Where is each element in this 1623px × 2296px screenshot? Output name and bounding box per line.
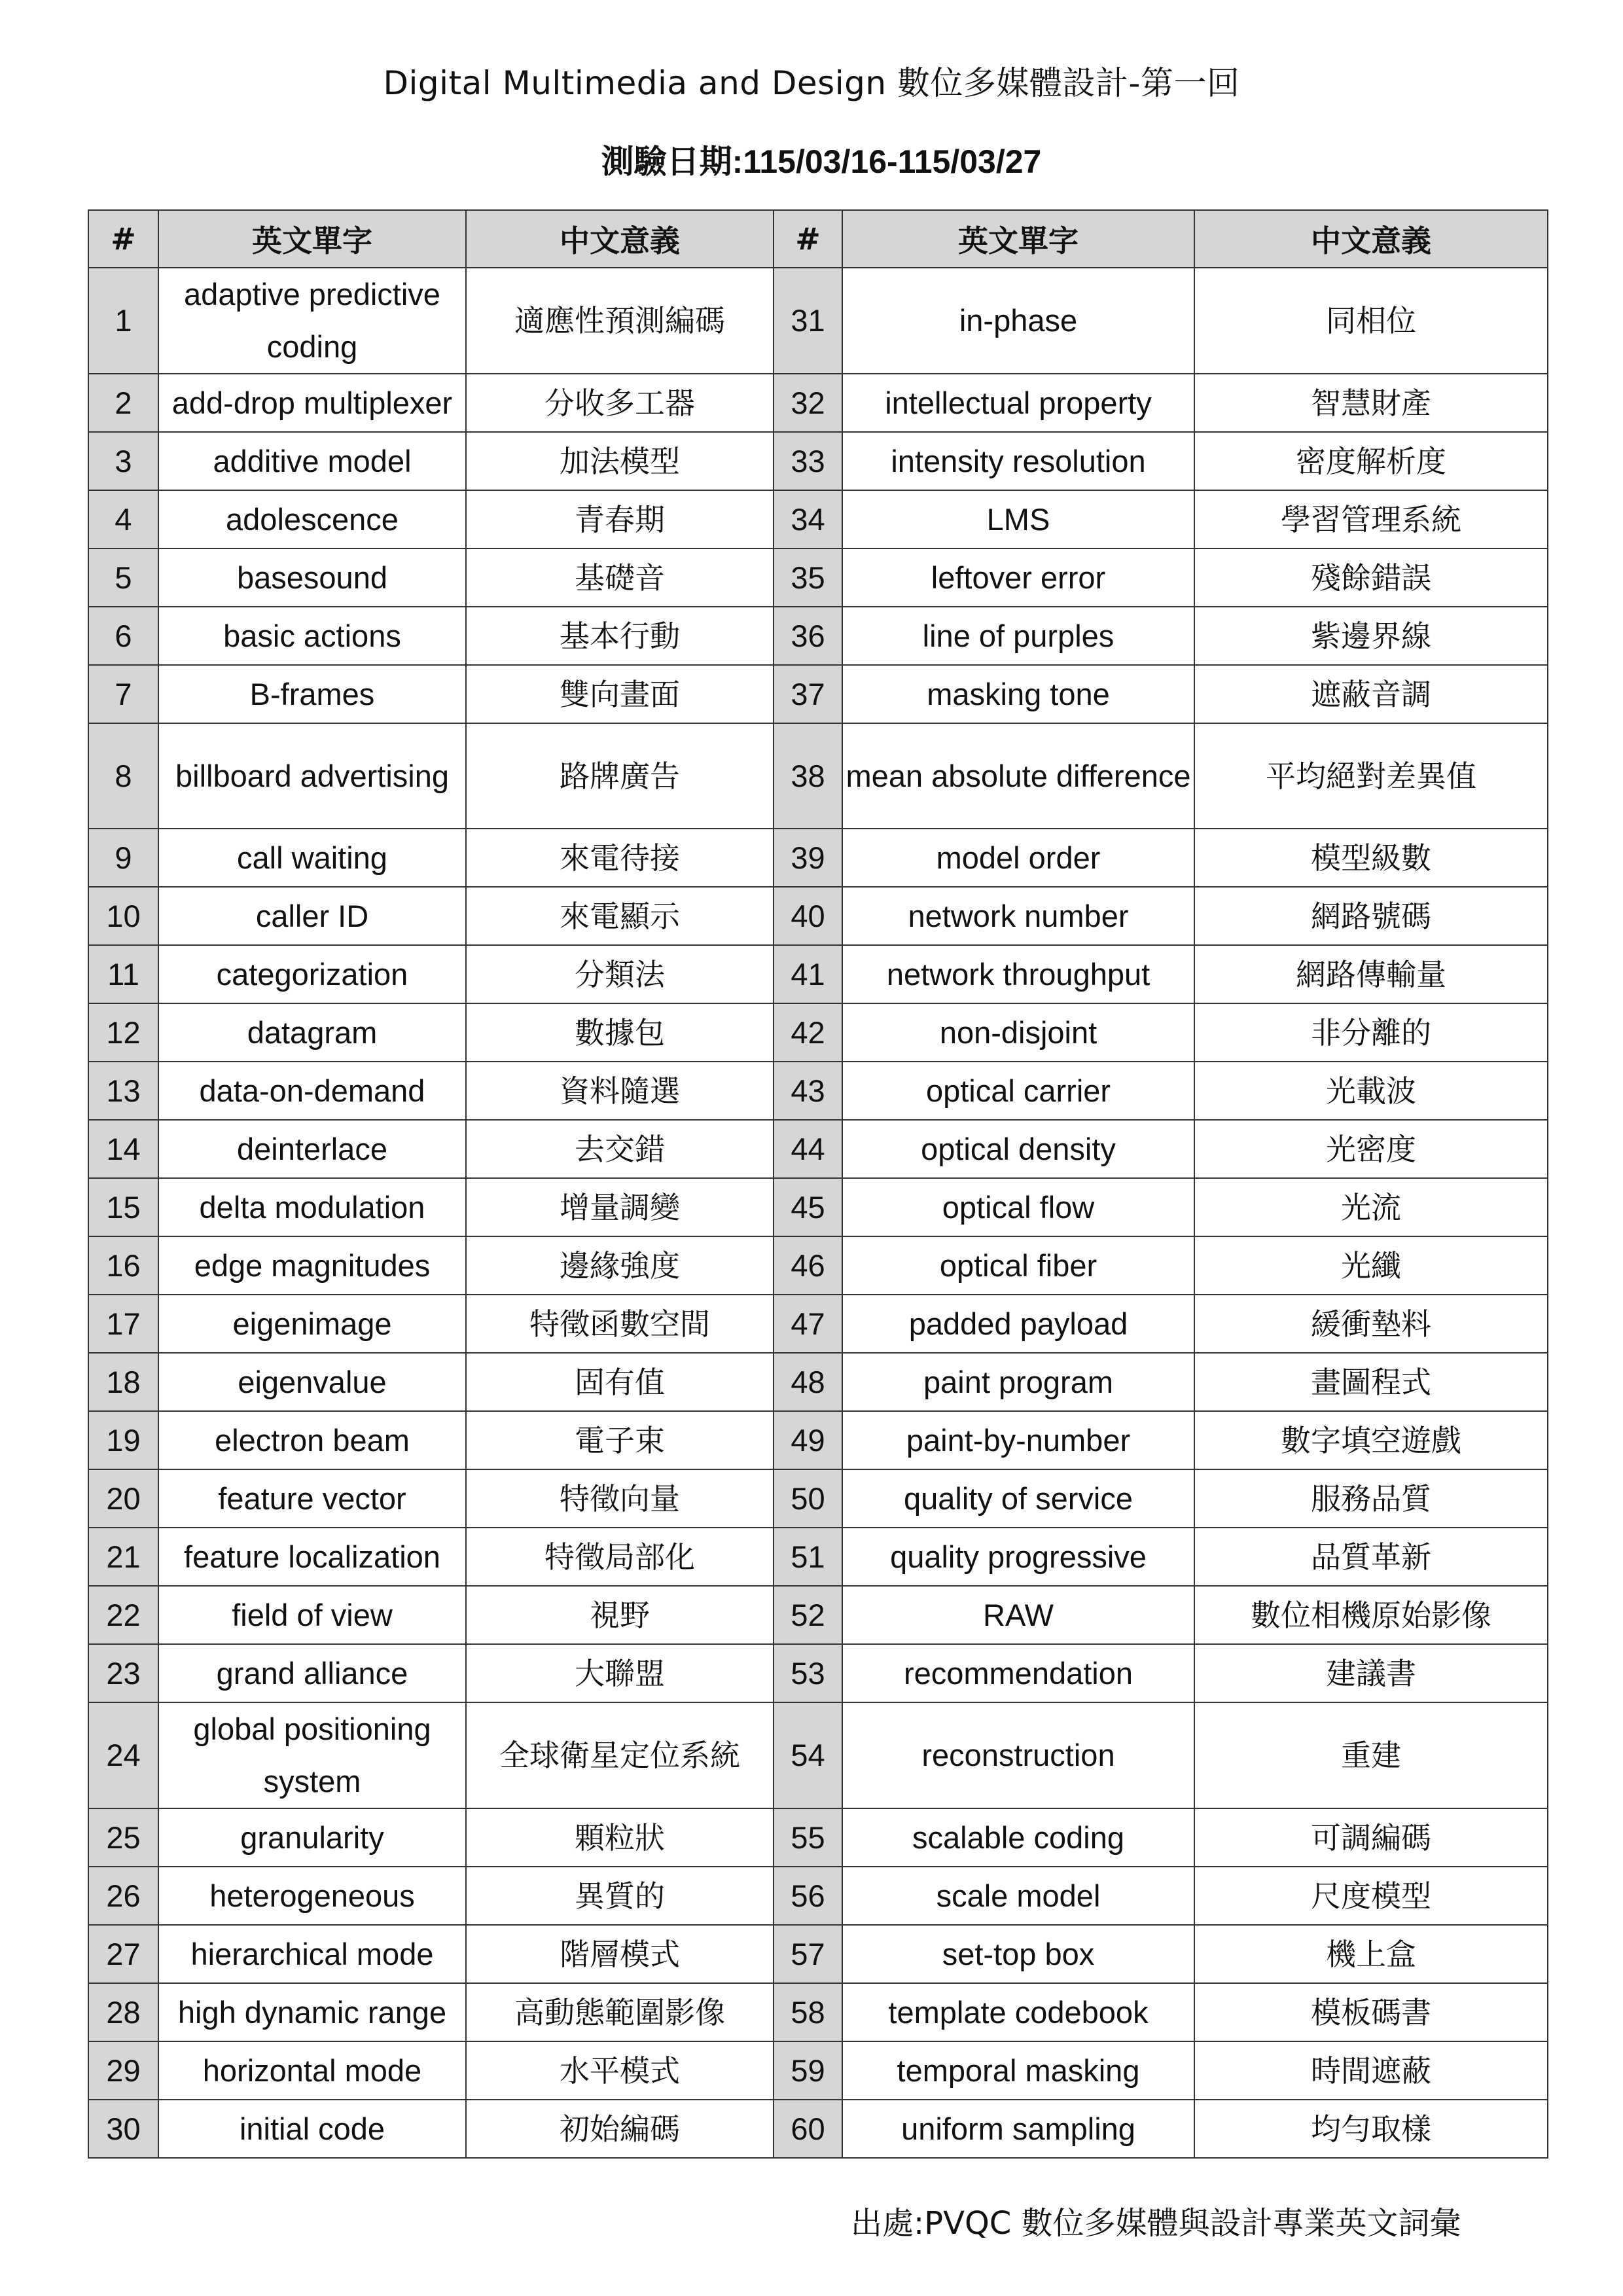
- entry-number: 45: [774, 1178, 842, 1236]
- entry-number: 10: [88, 887, 158, 945]
- english-word: scalable coding: [842, 1808, 1194, 1867]
- english-word: additive model: [158, 432, 466, 490]
- chinese-meaning: 高動態範圍影像: [466, 1983, 774, 2041]
- entry-number: 16: [88, 1236, 158, 1295]
- english-word: delta modulation: [158, 1178, 466, 1236]
- entry-number: 14: [88, 1120, 158, 1178]
- table-row: [88, 945, 1548, 1003]
- entry-number: 27: [88, 1925, 158, 1983]
- english-word: mean absolute difference: [842, 723, 1194, 829]
- english-word: LMS: [842, 490, 1194, 548]
- chinese-meaning: 資料隨選: [466, 1062, 774, 1120]
- entry-number: 50: [774, 1469, 842, 1528]
- chinese-meaning: 光載波: [1194, 1062, 1548, 1120]
- chinese-meaning: 智慧財產: [1194, 374, 1548, 432]
- english-word: adolescence: [158, 490, 466, 548]
- table-row: [88, 374, 1548, 432]
- english-word: data-on-demand: [158, 1062, 466, 1120]
- entry-number: 15: [88, 1178, 158, 1236]
- english-word: reconstruction: [842, 1702, 1194, 1808]
- english-word: hierarchical mode: [158, 1925, 466, 1983]
- entry-number: 29: [88, 2041, 158, 2100]
- entry-number: 52: [774, 1586, 842, 1644]
- english-word: heterogeneous: [158, 1867, 466, 1925]
- table-row: [88, 1925, 1548, 1983]
- chinese-meaning: 畫圖程式: [1194, 1353, 1548, 1411]
- chinese-meaning: 來電顯示: [466, 887, 774, 945]
- english-word: feature localization: [158, 1528, 466, 1586]
- chinese-meaning: 視野: [466, 1586, 774, 1644]
- table-row: [88, 1411, 1548, 1469]
- entry-number: 49: [774, 1411, 842, 1469]
- english-word: grand alliance: [158, 1644, 466, 1702]
- entry-number: 42: [774, 1003, 842, 1062]
- entry-number: 22: [88, 1586, 158, 1644]
- chinese-meaning: 數字填空遊戲: [1194, 1411, 1548, 1469]
- chinese-meaning: 非分離的: [1194, 1003, 1548, 1062]
- english-word: add-drop multiplexer: [158, 374, 466, 432]
- entry-number: 25: [88, 1808, 158, 1867]
- table-row: [88, 887, 1548, 945]
- english-word: B-frames: [158, 665, 466, 723]
- chinese-meaning: 特徵函數空間: [466, 1295, 774, 1353]
- entry-number: 23: [88, 1644, 158, 1702]
- table-row: [88, 1236, 1548, 1295]
- table-row: [88, 2041, 1548, 2100]
- entry-number: 32: [774, 374, 842, 432]
- entry-number: 44: [774, 1120, 842, 1178]
- entry-number: 21: [88, 1528, 158, 1586]
- english-word: quality progressive: [842, 1528, 1194, 1586]
- chinese-meaning: 光流: [1194, 1178, 1548, 1236]
- english-word: network number: [842, 887, 1194, 945]
- table-row: [88, 723, 1548, 829]
- english-word: optical fiber: [842, 1236, 1194, 1295]
- english-word: masking tone: [842, 665, 1194, 723]
- entry-number: 1: [88, 268, 158, 374]
- english-word: model order: [842, 829, 1194, 887]
- chinese-meaning: 緩衝墊料: [1194, 1295, 1548, 1353]
- table-row: [88, 1528, 1548, 1586]
- english-word: adaptive predictive coding: [158, 268, 466, 374]
- entry-number: 5: [88, 548, 158, 607]
- english-word: leftover error: [842, 548, 1194, 607]
- chinese-meaning: 遮蔽音調: [1194, 665, 1548, 723]
- english-word: optical flow: [842, 1178, 1194, 1236]
- chinese-meaning: 網路號碼: [1194, 887, 1548, 945]
- english-word: RAW: [842, 1586, 1194, 1644]
- table-row: [88, 1003, 1548, 1062]
- table-header-row: [88, 210, 1548, 268]
- entry-number: 20: [88, 1469, 158, 1528]
- entry-number: 35: [774, 548, 842, 607]
- entry-number: 8: [88, 723, 158, 829]
- entry-number: 6: [88, 607, 158, 665]
- chinese-meaning: 光密度: [1194, 1120, 1548, 1178]
- english-word: paint program: [842, 1353, 1194, 1411]
- chinese-meaning: 初始編碼: [466, 2100, 774, 2158]
- table-row: [88, 1469, 1548, 1528]
- chinese-meaning: 品質革新: [1194, 1528, 1548, 1586]
- english-word: electron beam: [158, 1411, 466, 1469]
- chinese-meaning: 同相位: [1194, 268, 1548, 374]
- entry-number: 41: [774, 945, 842, 1003]
- chinese-meaning: 學習管理系統: [1194, 490, 1548, 548]
- chinese-meaning: 密度解析度: [1194, 432, 1548, 490]
- table-row: [88, 829, 1548, 887]
- header-chinese-meaning: 中文意義: [1194, 210, 1548, 268]
- entry-number: 56: [774, 1867, 842, 1925]
- table-row: [88, 607, 1548, 665]
- vocabulary-table: [88, 209, 1548, 2159]
- chinese-meaning: 大聯盟: [466, 1644, 774, 1702]
- english-word: uniform sampling: [842, 2100, 1194, 2158]
- header-number: #: [774, 210, 842, 268]
- chinese-meaning: 模板碼書: [1194, 1983, 1548, 2041]
- chinese-meaning: 可調編碼: [1194, 1808, 1548, 1867]
- entry-number: 3: [88, 432, 158, 490]
- chinese-meaning: 增量調變: [466, 1178, 774, 1236]
- english-word: granularity: [158, 1808, 466, 1867]
- table-row: [88, 1120, 1548, 1178]
- chinese-meaning: 青春期: [466, 490, 774, 548]
- entry-number: 59: [774, 2041, 842, 2100]
- entry-number: 17: [88, 1295, 158, 1353]
- chinese-meaning: 重建: [1194, 1702, 1548, 1808]
- english-word: optical carrier: [842, 1062, 1194, 1120]
- english-word: global positioning system: [158, 1702, 466, 1808]
- entry-number: 48: [774, 1353, 842, 1411]
- english-word: quality of service: [842, 1469, 1194, 1528]
- table-row: [88, 665, 1548, 723]
- chinese-meaning: 異質的: [466, 1867, 774, 1925]
- table-row: [88, 548, 1548, 607]
- entry-number: 33: [774, 432, 842, 490]
- chinese-meaning: 平均絕對差異值: [1194, 723, 1548, 829]
- chinese-meaning: 紫邊界線: [1194, 607, 1548, 665]
- entry-number: 54: [774, 1702, 842, 1808]
- table-row: [88, 1867, 1548, 1925]
- english-word: network throughput: [842, 945, 1194, 1003]
- english-word: intensity resolution: [842, 432, 1194, 490]
- english-word: basesound: [158, 548, 466, 607]
- entry-number: 12: [88, 1003, 158, 1062]
- english-word: recommendation: [842, 1644, 1194, 1702]
- chinese-meaning: 適應性預測編碼: [466, 268, 774, 374]
- english-word: feature vector: [158, 1469, 466, 1528]
- english-word: set-top box: [842, 1925, 1194, 1983]
- chinese-meaning: 均勻取樣: [1194, 2100, 1548, 2158]
- table-row: [88, 1295, 1548, 1353]
- english-word: initial code: [158, 2100, 466, 2158]
- entry-number: 40: [774, 887, 842, 945]
- table-row: [88, 1702, 1548, 1808]
- chinese-meaning: 模型級數: [1194, 829, 1548, 887]
- english-word: field of view: [158, 1586, 466, 1644]
- entry-number: 13: [88, 1062, 158, 1120]
- chinese-meaning: 階層模式: [466, 1925, 774, 1983]
- table-row: [88, 2100, 1548, 2158]
- chinese-meaning: 顆粒狀: [466, 1808, 774, 1867]
- english-word: eigenimage: [158, 1295, 466, 1353]
- english-word: optical density: [842, 1120, 1194, 1178]
- table-row: [88, 1062, 1548, 1120]
- entry-number: 34: [774, 490, 842, 548]
- entry-number: 7: [88, 665, 158, 723]
- header-chinese-meaning: 中文意義: [466, 210, 774, 268]
- source-note: 出處:PVQC 數位多媒體與設計專業英文詞彙: [851, 2205, 1461, 2242]
- entry-number: 57: [774, 1925, 842, 1983]
- chinese-meaning: 數據包: [466, 1003, 774, 1062]
- entry-number: 36: [774, 607, 842, 665]
- test-date: 測驗日期:115/03/16-115/03/27: [601, 143, 1042, 180]
- chinese-meaning: 加法模型: [466, 432, 774, 490]
- entry-number: 55: [774, 1808, 842, 1867]
- english-word: billboard advertising: [158, 723, 466, 829]
- entry-number: 37: [774, 665, 842, 723]
- table-row: [88, 1353, 1548, 1411]
- entry-number: 31: [774, 268, 842, 374]
- chinese-meaning: 分類法: [466, 945, 774, 1003]
- entry-number: 4: [88, 490, 158, 548]
- entry-number: 60: [774, 2100, 842, 2158]
- header-english-word: 英文單字: [158, 210, 466, 268]
- english-word: non-disjoint: [842, 1003, 1194, 1062]
- english-word: eigenvalue: [158, 1353, 466, 1411]
- chinese-meaning: 光纖: [1194, 1236, 1548, 1295]
- english-word: categorization: [158, 945, 466, 1003]
- english-word: edge magnitudes: [158, 1236, 466, 1295]
- entry-number: 30: [88, 2100, 158, 2158]
- chinese-meaning: 時間遮蔽: [1194, 2041, 1548, 2100]
- entry-number: 53: [774, 1644, 842, 1702]
- chinese-meaning: 基本行動: [466, 607, 774, 665]
- entry-number: 28: [88, 1983, 158, 2041]
- entry-number: 51: [774, 1528, 842, 1586]
- english-word: datagram: [158, 1003, 466, 1062]
- english-word: caller ID: [158, 887, 466, 945]
- english-word: high dynamic range: [158, 1983, 466, 2041]
- chinese-meaning: 尺度模型: [1194, 1867, 1548, 1925]
- table-row: [88, 1178, 1548, 1236]
- english-word: basic actions: [158, 607, 466, 665]
- table-row: [88, 490, 1548, 548]
- chinese-meaning: 分收多工器: [466, 374, 774, 432]
- chinese-meaning: 建議書: [1194, 1644, 1548, 1702]
- english-word: temporal masking: [842, 2041, 1194, 2100]
- chinese-meaning: 邊緣強度: [466, 1236, 774, 1295]
- table-row: [88, 432, 1548, 490]
- english-word: line of purples: [842, 607, 1194, 665]
- chinese-meaning: 全球衛星定位系統: [466, 1702, 774, 1808]
- entry-number: 24: [88, 1702, 158, 1808]
- table-row: [88, 1983, 1548, 2041]
- entry-number: 9: [88, 829, 158, 887]
- entry-number: 19: [88, 1411, 158, 1469]
- english-word: padded payload: [842, 1295, 1194, 1353]
- entry-number: 58: [774, 1983, 842, 2041]
- entry-number: 26: [88, 1867, 158, 1925]
- chinese-meaning: 數位相機原始影像: [1194, 1586, 1548, 1644]
- entry-number: 11: [88, 945, 158, 1003]
- table-row: [88, 268, 1548, 374]
- entry-number: 47: [774, 1295, 842, 1353]
- entry-number: 46: [774, 1236, 842, 1295]
- chinese-meaning: 雙向畫面: [466, 665, 774, 723]
- chinese-meaning: 固有值: [466, 1353, 774, 1411]
- chinese-meaning: 去交錯: [466, 1120, 774, 1178]
- vocabulary-table-body: [88, 268, 1548, 2158]
- table-row: [88, 1644, 1548, 1702]
- english-word: horizontal mode: [158, 2041, 466, 2100]
- chinese-meaning: 服務品質: [1194, 1469, 1548, 1528]
- english-word: paint-by-number: [842, 1411, 1194, 1469]
- chinese-meaning: 網路傳輸量: [1194, 945, 1548, 1003]
- chinese-meaning: 水平模式: [466, 2041, 774, 2100]
- entry-number: 43: [774, 1062, 842, 1120]
- english-word: template codebook: [842, 1983, 1194, 2041]
- entry-number: 18: [88, 1353, 158, 1411]
- table-row: [88, 1586, 1548, 1644]
- chinese-meaning: 殘餘錯誤: [1194, 548, 1548, 607]
- chinese-meaning: 基礎音: [466, 548, 774, 607]
- page-title: Digital Multimedia and Design 數位多媒體設計-第一回: [383, 64, 1240, 102]
- english-word: scale model: [842, 1867, 1194, 1925]
- entry-number: 38: [774, 723, 842, 829]
- chinese-meaning: 來電待接: [466, 829, 774, 887]
- entry-number: 2: [88, 374, 158, 432]
- english-word: in-phase: [842, 268, 1194, 374]
- chinese-meaning: 路牌廣告: [466, 723, 774, 829]
- chinese-meaning: 機上盒: [1194, 1925, 1548, 1983]
- english-word: deinterlace: [158, 1120, 466, 1178]
- chinese-meaning: 特徵局部化: [466, 1528, 774, 1586]
- chinese-meaning: 特徵向量: [466, 1469, 774, 1528]
- english-word: call waiting: [158, 829, 466, 887]
- english-word: intellectual property: [842, 374, 1194, 432]
- header-number: #: [88, 210, 158, 268]
- table-row: [88, 1808, 1548, 1867]
- entry-number: 39: [774, 829, 842, 887]
- header-english-word: 英文單字: [842, 210, 1194, 268]
- chinese-meaning: 電子束: [466, 1411, 774, 1469]
